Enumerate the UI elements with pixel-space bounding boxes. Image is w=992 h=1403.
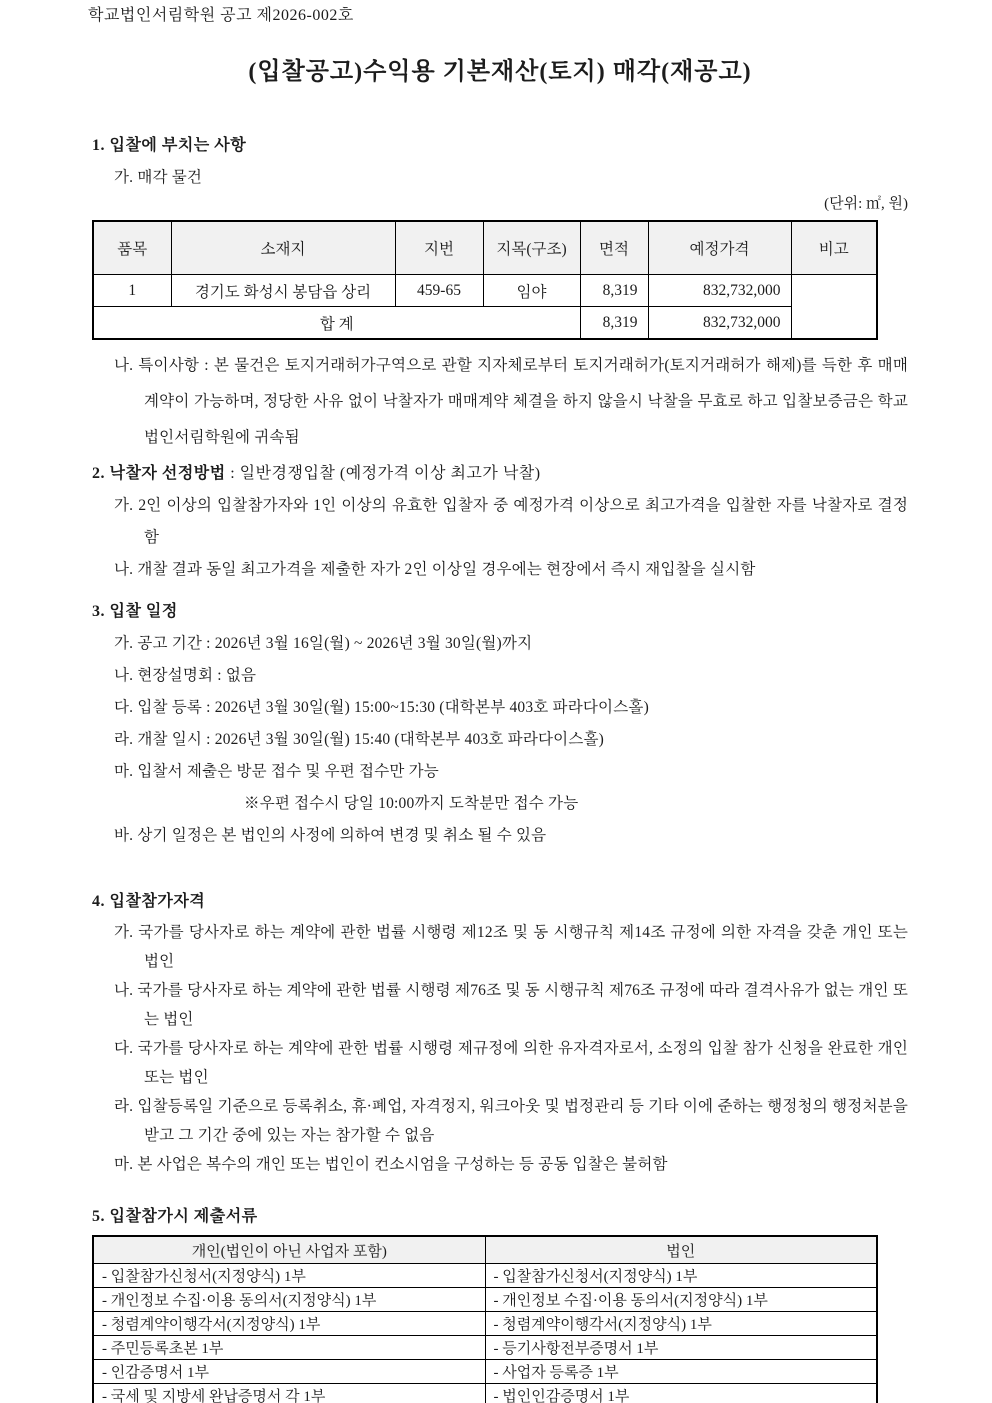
unit-note: (단위: ㎡, 원) (824, 196, 908, 212)
list-item: 가. 2인 이상의 입찰참가자와 1인 이상의 유효한 입찰자 중 예정가격 이상으로 최고가격을 입찰한 자를 낙찰자로 결정함 (114, 497, 908, 546)
list-item: 나. 국가를 당사자로 하는 계약에 관한 법률 시행령 제76조 및 동 시행규칙 제76조 규정에 따라 결격사유가 없는 개인 또는 법인 (114, 982, 908, 1028)
section-4-heading: 4. 입찰참가자격 (92, 893, 206, 910)
list-item: 다. 입찰 등록 : 2026년 3월 30일(월) 15:00~15:30 (대학본부 403호 파라다이스홀) (114, 699, 649, 716)
list-item: 마. 본 사업은 복수의 개인 또는 법인이 컨소시엄을 구성하는 등 공동 입찰은 불허함 (114, 1156, 668, 1173)
cell-item-no: 1 (93, 275, 171, 307)
doc-personal: - 개인정보 수집·이용 동의서(지정양식) 1부 (93, 1288, 485, 1312)
doc-corporate: - 등기사항전부증명서 1부 (485, 1336, 877, 1360)
col-header-location: 소재지 (171, 221, 395, 275)
doc-corporate: - 개인정보 수집·이용 동의서(지정양식) 1부 (485, 1288, 877, 1312)
section-2 (92, 458, 908, 586)
section-5 (92, 1201, 908, 1403)
documents-row (93, 1384, 877, 1403)
doc-personal: - 청렴계약이행각서(지정양식) 1부 (93, 1312, 485, 1336)
cell-total-label: 합 계 (93, 307, 580, 340)
col-header-lot: 지번 (395, 221, 483, 275)
doc-personal: - 입찰참가신청서(지정양식) 1부 (93, 1264, 485, 1288)
section-4 (92, 886, 908, 1179)
list-item: 바. 상기 일정은 본 법인의 사정에 의하여 변경 및 취소 될 수 있음 (114, 827, 547, 844)
list-item: 라. 입찰등록일 기준으로 등록취소, 휴·폐업, 자격정지, 워크아웃 및 법정관리 등 기타 이에 준하는 행정청의 행정처분을 받고 그 기간 중에 있는 자는 참가할 수 없음 (114, 1098, 908, 1144)
documents-row (93, 1288, 877, 1312)
doc-personal: - 주민등록초본 1부 (93, 1336, 485, 1360)
list-item: 가. 공고 기간 : 2026년 3월 16일(월) ~ 2026년 3월 30일(월)까지 (114, 635, 533, 652)
section-3-items (114, 628, 908, 852)
table-total-row (93, 307, 877, 340)
section-3 (92, 596, 908, 852)
sale-items-table (92, 220, 878, 340)
section-1-heading: 1. 입찰에 부치는 사항 (92, 137, 247, 154)
col-header-area: 면적 (580, 221, 648, 275)
cell-price: 832,732,000 (648, 275, 791, 307)
documents-table (92, 1235, 878, 1403)
cell-landuse: 임야 (483, 275, 580, 307)
section-2-heading-rest: : 일반경쟁입찰 (예정가격 이상 최고가 낙찰) (225, 465, 541, 482)
sale-object-label: 가. 매각 물건 (114, 169, 203, 186)
documents-row (93, 1360, 877, 1384)
section-1-items (114, 162, 908, 194)
list-item: 다. 국가를 당사자로 하는 계약에 관한 법률 시행령 제규정에 의한 유자격자로서, 소정의 입찰 참가 신청을 완료한 개인 또는 법인 (114, 1040, 908, 1086)
documents-row (93, 1336, 877, 1360)
table-row (93, 275, 877, 307)
mail-receipt-note: ※우편 접수시 당일 10:00까지 도착분만 접수 가능 (244, 795, 579, 812)
doc-corporate: - 청렴계약이행각서(지정양식) 1부 (485, 1312, 877, 1336)
section-5-heading: 5. 입찰참가시 제출서류 (92, 1208, 258, 1225)
special-note: 나. 특이사항 : 본 물건은 토지거래허가구역으로 관할 지자체로부터 토지거래허가(토지거래허가 해제)를 득한 후 매매계약이 가능하며, 정당한 사유 없이 낙찰자가 매매계약 체결을 하지 않을시 낙찰을 무효로 하고 입찰보증금은 학교법인서림학원에 귀속됨 (114, 357, 908, 446)
list-item: 라. 개찰 일시 : 2026년 3월 30일(월) 15:40 (대학본부 403호 파라다이스홀) (114, 731, 605, 748)
col-header-corporate: 법인 (485, 1236, 877, 1264)
section-2-heading-bold: 2. 낙찰자 선정방법 (92, 465, 226, 482)
cell-location: 경기도 화성시 봉담읍 상리 (171, 275, 395, 307)
doc-corporate: - 사업자 등록증 1부 (485, 1360, 877, 1384)
documents-header-row (93, 1236, 877, 1264)
col-header-price: 예정가격 (648, 221, 791, 275)
cell-area: 8,319 (580, 275, 648, 307)
table-header-row (93, 221, 877, 275)
cell-total-price: 832,732,000 (648, 307, 791, 340)
doc-personal: - 국세 및 지방세 완납증명서 각 1부 (93, 1384, 485, 1403)
doc-corporate: - 입찰참가신청서(지정양식) 1부 (485, 1264, 877, 1288)
list-item: 나. 개찰 결과 동일 최고가격을 제출한 자가 2인 이상일 경우에는 현장에서 즉시 재입찰을 실시함 (114, 561, 756, 578)
list-item: 나. 현장설명회 : 없음 (114, 667, 257, 684)
section-2-items (114, 490, 908, 586)
doc-corporate: - 법인인감증명서 1부 (485, 1384, 877, 1403)
col-header-personal: 개인(법인이 아닌 사업자 포함) (93, 1236, 485, 1264)
documents-row (93, 1312, 877, 1336)
section-3-heading: 3. 입찰 일정 (92, 603, 178, 620)
documents-row (93, 1264, 877, 1288)
list-item: 마. 입찰서 제출은 방문 접수 및 우편 접수만 가능 (114, 763, 439, 780)
col-header-item: 품목 (93, 221, 171, 275)
cell-lot: 459-65 (395, 275, 483, 307)
cell-note (791, 275, 877, 340)
col-header-landuse: 지목(구조) (483, 221, 580, 275)
list-item: 가. 국가를 당사자로 하는 계약에 관한 법률 시행령 제12조 및 동 시행규칙 제14조 규정에 의한 자격을 갖춘 개인 또는 법인 (114, 924, 908, 970)
col-header-note: 비고 (791, 221, 877, 275)
document-title: (입찰공고)수익용 기본재산(토지) 매각(재공고) (248, 59, 752, 85)
section-2-heading (92, 458, 908, 490)
section-1-special (114, 348, 908, 456)
section-1 (92, 130, 908, 456)
section-4-items (114, 918, 908, 1179)
doc-personal: - 인감증명서 1부 (93, 1360, 485, 1384)
cell-total-area: 8,319 (580, 307, 648, 340)
notice-number: 학교법인서림학원 공고 제2026-002호 (88, 7, 354, 24)
